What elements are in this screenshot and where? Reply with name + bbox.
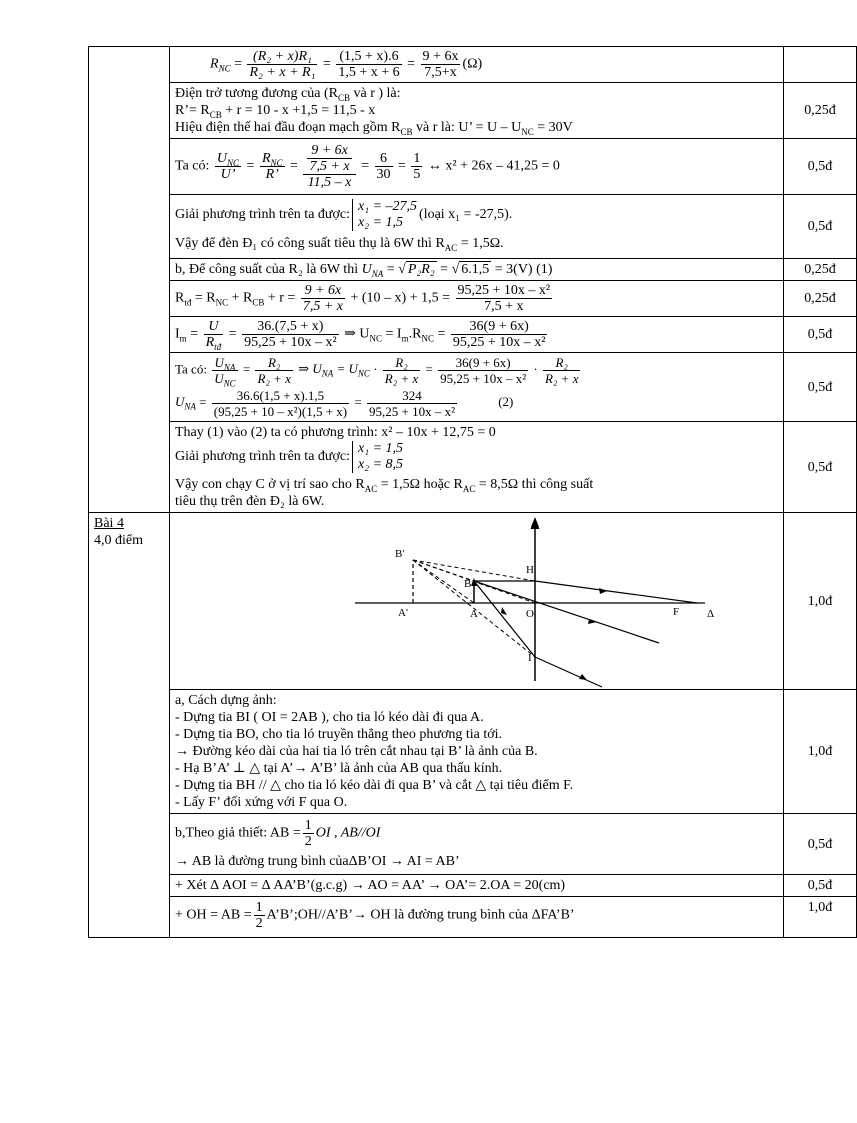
score-cell: 1,0đ xyxy=(784,513,857,690)
score-cell: 1,0đ xyxy=(784,690,857,814)
label-b: B xyxy=(463,578,471,590)
frac-rnc-3: $\frac{9 + 6x}{7,5+x}$ xyxy=(422,49,459,80)
row-power-r2 xyxy=(89,259,857,281)
row-hypothesis xyxy=(89,814,857,875)
power-r2-text: b, Để công suất của R₂ là 6W thì $U_{NA}$ = √ P₂R₂ = √ 6.1,5 = 3(V) (1) xyxy=(170,259,784,281)
ray-i-out-arrow xyxy=(579,674,587,680)
row-oh xyxy=(89,897,857,938)
problem-number: Bài 4 xyxy=(94,516,124,531)
row-triangle xyxy=(89,875,857,897)
row-solve-2 xyxy=(89,422,857,513)
triangle-text: + Xét Δ AOI = Δ AA’B’(g.c.g) → AO = AA’ → OA’= 2.OA = 20(cm) xyxy=(170,875,784,897)
una-formula: Ta có: $\frac{U_{NA}}{U_{NC}}$ = $\frac{\text{R₂}}{\text{R₂ + x}}$ ⇒ $U_{NA} = U_{NC}$ · $\frac{\text{R₂}}{\text{R₂ + x}}$ = $\frac{36(9 + 6x)}{\text{95,25 + 10x – x²}}$ · $\frac{\text{R₂}}{\text{R₂ + x}}$ $U_{NA}$ = $\frac{36.6(1,5 + x).1,5}{\text{(95,25 + 10 – x²)(1,5 + x)}}$ = $\frac{324}{\text{95,25 + 10x – x²}}$ (2) xyxy=(170,353,784,422)
empty-left-cell xyxy=(89,47,170,513)
solve-1-text: Giải phương trình trên ta được: x₁ = –27,5 x₂ = 1,5 (loại x₁ = -27,5). Vậy để đèn Đ₁ có công suất tiêu thụ là 6W thì $R_{AC} = 1,5\Omega$. xyxy=(170,195,784,259)
score-cell: 1,0đ xyxy=(784,897,857,938)
answer-table xyxy=(88,46,857,938)
score-cell: 0,5đ xyxy=(784,353,857,422)
rnc-sub: NC xyxy=(218,63,231,74)
score-cell: 0,25đ xyxy=(784,281,857,317)
row-rtd xyxy=(89,281,857,317)
score-cell: 0,5đ xyxy=(784,317,857,353)
unit-ohm: (Ω) xyxy=(462,56,483,72)
label-i: I xyxy=(527,652,532,664)
ray-hf xyxy=(535,581,697,603)
row-rnc xyxy=(89,47,857,83)
label-aprime: A' xyxy=(397,607,408,619)
row-im xyxy=(89,317,857,353)
score-cell: 0,5đ xyxy=(784,195,857,259)
score-cell: 0,25đ xyxy=(784,259,857,281)
ray-hf-arrow xyxy=(599,588,607,594)
ray-bo-arrow xyxy=(588,619,597,624)
optics-diagram-cell xyxy=(170,513,784,690)
score-cell: 0,5đ xyxy=(784,814,857,875)
oh-text: + OH = AB = $\frac{1}{2}$ A’B’;OH//A’B’→ OH là đường trung bình của ΔFA’B’ xyxy=(170,897,784,938)
ray-i-out xyxy=(535,657,602,687)
solve-2-text: Thay (1) vào (2) ta có phương trình: x² – 10x + 12,75 = 0 Giải phương trình trên ta được: x₁ = 1,5 x₂ = 8,5 Vậy con chạy C ở vị trí sao cho $R_{AC} = 1,5\Omega$ hoặc $R_{AC} = 8,5\Omega$ thì công suất tiêu thụ trên đèn Đ₂ là 6W. xyxy=(170,422,784,513)
rtd-formula: $R_{tđ} = R_{NC} + R_{CB} + r$ = $\frac{9 + 6x}{7,5 + x}$ + (10 – x) + 1,5 = $\frac{\text{95,25 + 10x – x²}}{7,5 + x}$ xyxy=(170,281,784,317)
frac-rnc-2: $\frac{(1,5 + x).6}{1,5 + x + 6}$ xyxy=(338,49,400,80)
label-a: A xyxy=(469,608,478,620)
row-una xyxy=(89,353,857,422)
lens-arrowhead-top xyxy=(531,517,539,527)
row-solve-1 xyxy=(89,195,857,259)
score-cell: 0,5đ xyxy=(784,875,857,897)
row-ratio-equation xyxy=(89,139,857,195)
row-diagram xyxy=(89,513,857,690)
lens-ray-diagram xyxy=(217,515,737,687)
row-construction xyxy=(89,690,857,814)
problem-points: 4,0 điểm xyxy=(94,533,143,548)
label-bprime: B' xyxy=(394,548,404,560)
score-empty xyxy=(784,47,857,83)
label-delta: Δ xyxy=(706,608,714,620)
rnc-formula: $R_{NC}$ = $\frac{\text{(R₂ + x)R₁}}{\text{R₂ + x + R₁}}$ = $\frac{(1,5 + x).6}{1,5 + x + 6}$ = $\frac{9 + 6x}{7,5+x}$ (Ω) xyxy=(170,47,784,83)
hypothesis-text: b,Theo giả thiết: AB = $\frac{1}{2}$ OI , AB//OI → AB là đường trung bình củaΔB’OI → AI = AB’ xyxy=(170,814,784,875)
row-equivalent-resistance xyxy=(89,83,857,139)
construction-steps: a, Cách dựng ảnh: - Dựng tia BI ( OI = 2AB ), cho tia ló kéo dài đi qua A. - Dựng tia BO, cho tia ló truyền thẳng theo phương tia tới. → Đường kéo dài của hai tia ló trên cắt nhau tại B’ là ảnh của B. - Hạ B’A’ ⊥ △ tại A’→ A’B’ là ảnh của AB qua thấu kính. - Dựng tia BH // △ cho tia ló kéo dài đi qua B’ và cắt △ tại tiêu điểm F. - Lấy F’ đối xứng với F qua O. xyxy=(170,690,784,814)
label-h: H xyxy=(525,564,534,576)
rnc-symbol: R xyxy=(210,56,219,72)
im-formula: $I_m$ = $\frac{U}{R_{tđ}}$ = $\frac{36.(7,5 + x)}{\text{95,25 + 10x – x²}}$ ⇒ $U_{NC} = I_m.R_{NC}$ = $\frac{36(9 + 6x)}{\text{95,25 + 10x – x²}}$ xyxy=(170,317,784,353)
dash-bp-h xyxy=(413,560,535,581)
ratio-equation: Ta có: $\frac{U_{NC}}{U’}$ = $\frac{R_{NC}}{R’}$ = $\frac{\frac{9 + 6x}{7,5 + x}}{11,5 - x}$ = $\frac{6}{30}$ = $\frac{1}{5}$ ↔ x² + 26x – 41,25 = 0 xyxy=(170,139,784,195)
equivalent-resistance-text: Điện trở tương đương của ($R_{CB}$ và r ) là: R’= $R_{CB} + r = 10 - x +1,5 = 11,5 - x$ Hiệu điện thế hai đầu đoạn mạch gồm $R_{CB}$ và r là: U’ = $U - U_{NC} = 30V$ xyxy=(170,83,784,139)
score-cell: 0,5đ xyxy=(784,422,857,513)
label-o: O xyxy=(525,608,534,620)
label-f: F xyxy=(672,606,679,618)
problem-label xyxy=(89,513,170,938)
score-cell: 0,25đ xyxy=(784,83,857,139)
frac-rnc-1: $\frac{\text{(R₂ + x)R₁}}{\text{R₂ + x + R₁}}$ xyxy=(249,49,316,80)
ray-bi-arrow xyxy=(501,607,507,615)
score-cell: 0,5đ xyxy=(784,139,857,195)
